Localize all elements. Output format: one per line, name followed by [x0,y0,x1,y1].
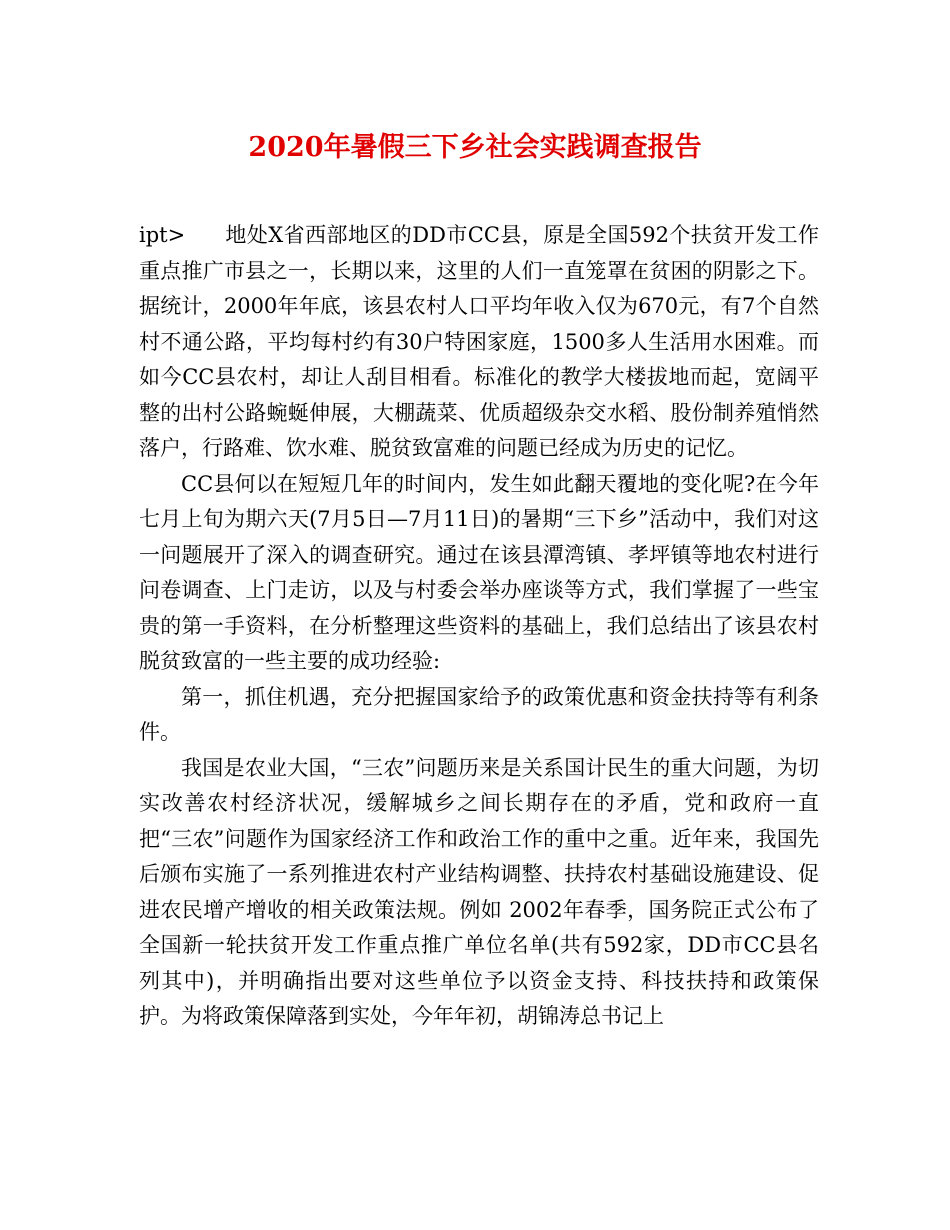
paragraph-1 [139,218,819,467]
document-title: 2020年暑假三下乡社会实践调查报告 [248,132,702,163]
code-fragment-prefix: ipt> [139,223,186,247]
paragraph-2: CC县何以在短短几年的时间内，发生如此翻天覆地的变化呢?在今年七月上旬为期六天(7月5日—7月11日)的暑期“三下乡”活动中，我们对这一问题展开了深入的调查研究。通过在该县潭湾镇、孝坪镇等地农村进行问卷调查、上门走访，以及与村委会举办座谈等方式，我们掌握了一些宝贵的第一手资料，在分析整理这些资料的基础上，我们总结出了该县农村脱贫致富的一些主要的成功经验: [139,471,819,673]
document-body [139,218,819,1035]
paragraph-4: 我国是农业大国，“三农”问题历来是关系国计民生的重大问题，为切实改善农村经济状况，缓解城乡之间长期存在的矛盾，党和政府一直把“三农”问题作为国家经济工作和政治工作的重中之重。近年来，我国先后颁布实施了一系列推进农村产业结构调整、扶持农村基础设施建设、促进农民增产增收的相关政策法规。例如 2002年春季，国务院正式公布了全国新一轮扶贫开发工作重点推广单位名单(共有592家，DD市CC县名列其中)，并明确指出要对这些单位予以资金支持、科技扶持和政策保护。为将政策保障落到实处，今年年初，胡锦涛总书记上 [139,755,819,1028]
paragraph-1-text: 地处X省西部地区的DD市CC县，原是全国592个扶贫开发工作重点推广市县之一，长期以来，这里的人们一直笼罩在贫困的阴影之下。据统计，2000年年底，该县农村人口平均年收入仅为670元，有7个自然村不通公路，平均每村约有30户特困家庭，1500多人生活用水困难。而如今CC县农村，却让人刮目相看。标准化的教学大楼拔地而起，宽阔平整的出村公路蜿蜒伸展，大棚蔬菜、优质超级杂交水稻、股份制养殖悄然落户，行路难、饮水难、脱贫致富难的问题已经成为历史的记忆。 [139,223,819,460]
paragraph-3: 第一，抓住机遇，充分把握国家给予的政策优惠和资金扶持等有利条件。 [139,684,819,744]
